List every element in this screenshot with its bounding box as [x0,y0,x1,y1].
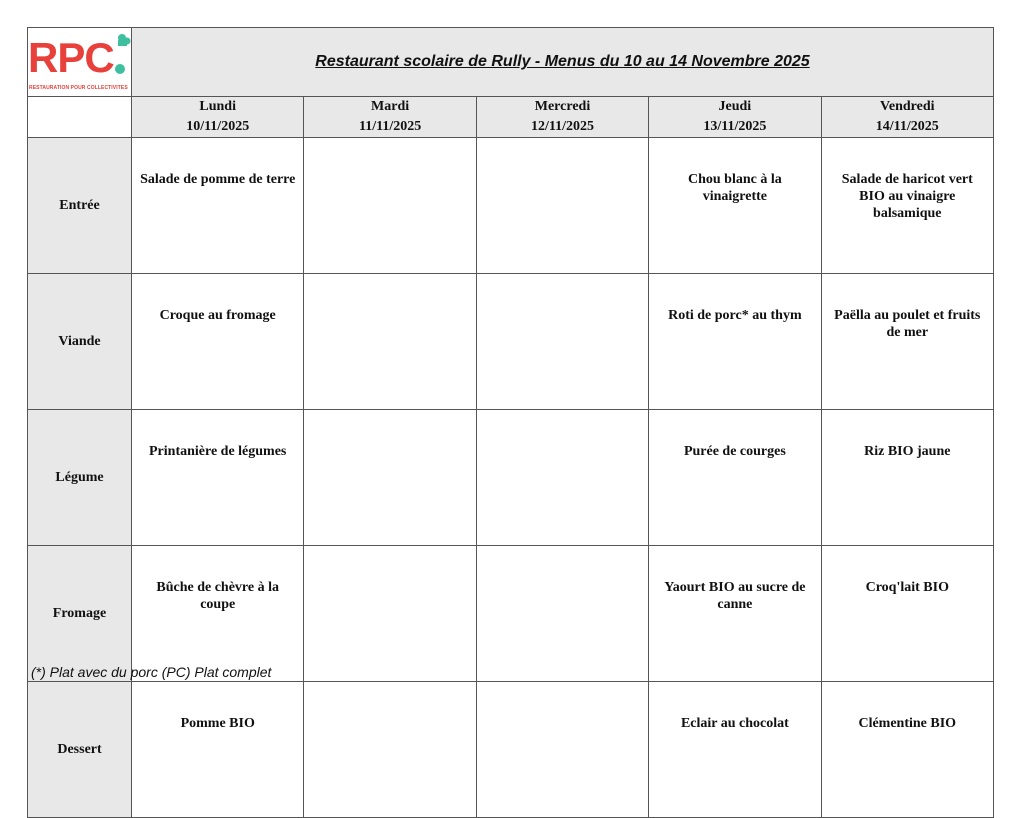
dish-cell: Riz BIO jaune [821,410,993,546]
day-date: 12/11/2025 [530,119,594,134]
day-date: 14/11/2025 [875,119,939,134]
dish-cell: Paëlla au poulet et fruits de mer [821,274,993,410]
dish-cell [304,138,476,274]
day-name: Vendredi [880,99,935,114]
dish-cell [304,682,476,818]
dish-cell: Printanière de légumes [132,410,304,546]
dish-cell: Salade de haricot vert BIO au vinaigre balsamique [821,138,993,274]
course-row-dessert [28,682,994,818]
dish-cell [476,410,648,546]
day-name: Mardi [371,99,410,114]
dish-cell: Clémentine BIO [821,682,993,818]
dish-cell: Roti de porc* au thym [649,274,821,410]
logo-tagline: RESTAURATION POUR COLLECTIVITES [29,85,128,91]
course-row-legume [28,410,994,546]
dish-cell: Bûche de chèvre à la coupe [132,546,304,682]
corner-cell [28,97,132,138]
dish-cell [476,138,648,274]
dish-cell: Pomme BIO [132,682,304,818]
course-label: Entrée [28,138,132,274]
day-date: 13/11/2025 [703,119,767,134]
logo-cell [28,28,132,97]
dish-cell [476,682,648,818]
course-row-viande [28,274,994,410]
course-label: Dessert [28,682,132,818]
dish-cell: Yaourt BIO au sucre de canne [649,546,821,682]
menu-table [27,27,994,818]
dish-cell [304,410,476,546]
course-label: Légume [28,410,132,546]
dish-cell: Salade de pomme de terre [132,138,304,274]
day-name: Mercredi [534,99,591,114]
rpc-logo [28,28,131,96]
day-header-jeudi [649,97,821,138]
course-row-fromage [28,546,994,682]
day-header-lundi [132,97,304,138]
page-title: Restaurant scolaire de Rully - Menus du 10 au 14 Novembre 2025 [315,53,810,70]
day-header-mercredi [476,97,648,138]
course-row-entree [28,138,994,274]
day-name: Lundi [199,99,236,114]
dish-cell: Purée de courges [649,410,821,546]
logo-letters: RPC [28,34,114,81]
footnote: (*) Plat avec du porc (PC) Plat complet [31,664,272,680]
day-name: Jeudi [718,99,752,114]
day-header-row [28,97,994,138]
course-label: Fromage [28,546,132,682]
title-cell [132,28,994,97]
dish-cell: Eclair au chocolat [649,682,821,818]
dish-cell: Croq'lait BIO [821,546,993,682]
day-date: 10/11/2025 [186,119,250,134]
dish-cell [476,274,648,410]
day-date: 11/11/2025 [358,119,422,134]
course-label: Viande [28,274,132,410]
dish-cell [304,546,476,682]
dish-cell [476,546,648,682]
dish-cell [304,274,476,410]
day-header-mardi [304,97,476,138]
header-row [28,28,994,97]
dish-cell: Chou blanc à la vinaigrette [649,138,821,274]
day-header-vendredi [821,97,993,138]
dish-cell: Croque au fromage [132,274,304,410]
